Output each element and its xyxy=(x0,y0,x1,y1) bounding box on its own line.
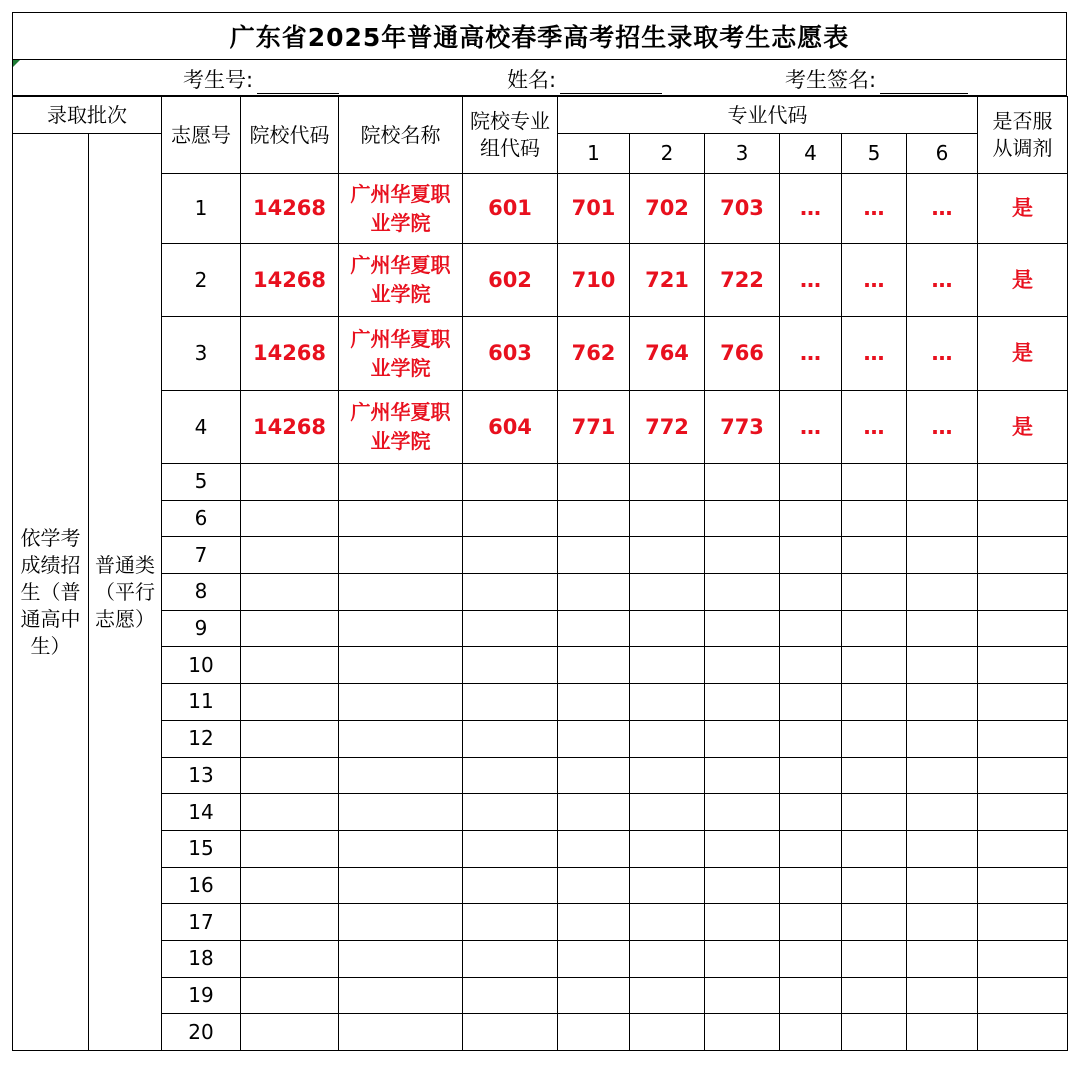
major-code-cell-6[interactable]: … xyxy=(907,244,978,317)
major-code-cell-5[interactable] xyxy=(842,830,907,867)
major-code-cell-5[interactable] xyxy=(842,940,907,977)
info-row xyxy=(12,60,1067,96)
category-cell xyxy=(13,134,89,1051)
major-code-cell-5[interactable] xyxy=(842,574,907,611)
major-code-cell-3[interactable]: 773 xyxy=(705,391,780,464)
major-code-cell-2[interactable] xyxy=(630,830,705,867)
major-code-cell-4[interactable] xyxy=(780,537,842,574)
category-line: 生） xyxy=(30,633,71,658)
header-major-col-3: 3 xyxy=(705,134,780,174)
adjust-cell[interactable] xyxy=(978,574,1068,611)
wish-no-cell: 11 xyxy=(162,684,241,721)
school-name-cell[interactable] xyxy=(339,684,463,721)
group-code-cell[interactable] xyxy=(463,647,558,684)
school-code-cell[interactable] xyxy=(241,464,339,501)
major-code-cell-5[interactable] xyxy=(842,647,907,684)
major-code-cell-4[interactable] xyxy=(780,904,842,941)
name-field[interactable] xyxy=(507,64,662,94)
school-code-cell[interactable] xyxy=(241,537,339,574)
school-name-cell[interactable] xyxy=(339,830,463,867)
wish-no-cell: 7 xyxy=(162,537,241,574)
major-code-cell-2[interactable] xyxy=(630,464,705,501)
type-cell xyxy=(89,134,162,1051)
table-row xyxy=(13,317,1068,391)
school-name-line2: 业学院 xyxy=(370,429,431,453)
school-code-cell[interactable] xyxy=(241,830,339,867)
major-code-cell-5[interactable] xyxy=(842,794,907,831)
major-code-cell-2[interactable] xyxy=(630,610,705,647)
major-code-cell-5[interactable] xyxy=(842,500,907,537)
major-code-cell-2[interactable] xyxy=(630,867,705,904)
wish-no-cell: 12 xyxy=(162,720,241,757)
major-code-cell-2[interactable]: 721 xyxy=(630,244,705,317)
group-code-cell[interactable] xyxy=(463,1014,558,1051)
major-code-cell-2[interactable] xyxy=(630,684,705,721)
major-code-cell-2[interactable]: 764 xyxy=(630,317,705,391)
school-code-cell[interactable] xyxy=(241,867,339,904)
major-code-cell-3[interactable] xyxy=(705,684,780,721)
major-code-cell-2[interactable] xyxy=(630,940,705,977)
major-code-cell-1[interactable] xyxy=(558,1014,630,1051)
school-code-cell[interactable] xyxy=(241,757,339,794)
table-row xyxy=(13,500,1068,537)
school-code-cell[interactable] xyxy=(241,647,339,684)
table-row xyxy=(13,867,1068,904)
major-code-cell-2[interactable] xyxy=(630,500,705,537)
group-code-cell[interactable] xyxy=(463,904,558,941)
school-name-cell[interactable] xyxy=(339,500,463,537)
major-code-cell-1[interactable] xyxy=(558,830,630,867)
wish-no-cell: 5 xyxy=(162,464,241,501)
adjust-cell[interactable] xyxy=(978,940,1068,977)
major-code-cell-3[interactable] xyxy=(705,1014,780,1051)
major-code-cell-6[interactable] xyxy=(907,647,978,684)
major-code-cell-5[interactable] xyxy=(842,537,907,574)
major-code-cell-6[interactable]: … xyxy=(907,391,978,464)
group-code-cell[interactable]: 603 xyxy=(463,317,558,391)
major-code-cell-3[interactable] xyxy=(705,940,780,977)
major-code-cell-6[interactable] xyxy=(907,830,978,867)
adjust-cell[interactable] xyxy=(978,830,1068,867)
school-code-cell[interactable]: 14268 xyxy=(241,391,339,464)
header-major-col-4: 4 xyxy=(780,134,842,174)
cell-corner-mark xyxy=(13,60,20,67)
major-code-cell-5[interactable] xyxy=(842,610,907,647)
wish-no-cell: 18 xyxy=(162,940,241,977)
major-code-cell-1[interactable] xyxy=(558,684,630,721)
header-group-code-line2: 组代码 xyxy=(480,136,540,160)
header-adjust-line2: 从调剂 xyxy=(992,136,1053,160)
school-name-cell[interactable] xyxy=(339,977,463,1014)
major-code-cell-2[interactable] xyxy=(630,647,705,684)
major-code-cell-1[interactable] xyxy=(558,647,630,684)
adjust-cell[interactable] xyxy=(978,500,1068,537)
group-code-cell[interactable] xyxy=(463,720,558,757)
group-code-cell[interactable] xyxy=(463,500,558,537)
major-code-cell-2[interactable] xyxy=(630,904,705,941)
major-code-cell-5[interactable]: … xyxy=(842,317,907,391)
major-code-cell-1[interactable] xyxy=(558,940,630,977)
major-code-cell-4[interactable] xyxy=(780,757,842,794)
school-name-cell[interactable] xyxy=(339,464,463,501)
major-code-cell-6[interactable]: … xyxy=(907,317,978,391)
major-code-cell-2[interactable] xyxy=(630,720,705,757)
header-major-col-2: 2 xyxy=(630,134,705,174)
major-code-cell-3[interactable] xyxy=(705,464,780,501)
major-code-cell-6[interactable] xyxy=(907,794,978,831)
group-code-cell[interactable]: 602 xyxy=(463,244,558,317)
group-code-cell[interactable] xyxy=(463,830,558,867)
table-row xyxy=(13,464,1068,501)
major-code-cell-6[interactable] xyxy=(907,684,978,721)
school-name-line1: 广州华夏职 xyxy=(350,400,451,424)
major-code-cell-1[interactable]: 762 xyxy=(558,317,630,391)
school-name-cell[interactable] xyxy=(339,317,463,391)
adjust-cell[interactable] xyxy=(978,1014,1068,1051)
wish-no-cell: 8 xyxy=(162,574,241,611)
school-code-cell[interactable] xyxy=(241,610,339,647)
major-code-cell-3[interactable] xyxy=(705,904,780,941)
group-code-cell[interactable] xyxy=(463,574,558,611)
category-line: 成绩招 xyxy=(20,552,81,577)
table-row xyxy=(13,940,1068,977)
major-code-cell-3[interactable] xyxy=(705,647,780,684)
header-adjust-line1: 是否服 xyxy=(992,109,1053,133)
school-name-cell[interactable] xyxy=(339,537,463,574)
school-name-cell[interactable] xyxy=(339,174,463,244)
school-code-cell[interactable]: 14268 xyxy=(241,317,339,391)
table-row xyxy=(13,537,1068,574)
group-code-cell[interactable] xyxy=(463,464,558,501)
header-school-name: 院校名称 xyxy=(339,97,463,174)
adjust-cell[interactable] xyxy=(978,647,1068,684)
major-code-cell-2[interactable]: 702 xyxy=(630,174,705,244)
major-code-cell-6[interactable] xyxy=(907,610,978,647)
table-row xyxy=(13,977,1068,1014)
group-code-cell[interactable]: 601 xyxy=(463,174,558,244)
major-code-cell-4[interactable]: … xyxy=(780,317,842,391)
form-title: 广东省2025年普通高校春季高考招生录取考生志愿表 xyxy=(12,12,1067,60)
header-row-1 xyxy=(13,97,1068,134)
adjust-cell[interactable]: 是 xyxy=(978,317,1068,391)
wish-no-cell: 1 xyxy=(162,174,241,244)
school-name-line2: 业学院 xyxy=(370,355,431,380)
major-code-cell-2[interactable]: 772 xyxy=(630,391,705,464)
major-code-cell-3[interactable] xyxy=(705,794,780,831)
major-code-cell-3[interactable] xyxy=(705,830,780,867)
header-major-code: 专业代码 xyxy=(558,97,978,134)
school-name-line2: 业学院 xyxy=(370,282,431,306)
wish-no-cell: 9 xyxy=(162,610,241,647)
table-row xyxy=(13,720,1068,757)
school-name-cell[interactable] xyxy=(339,1014,463,1051)
major-code-cell-1[interactable] xyxy=(558,867,630,904)
major-code-cell-6[interactable] xyxy=(907,867,978,904)
table-row xyxy=(13,684,1068,721)
major-code-cell-2[interactable] xyxy=(630,757,705,794)
name-line[interactable] xyxy=(560,69,662,94)
school-name-cell[interactable] xyxy=(339,757,463,794)
adjust-cell[interactable] xyxy=(978,720,1068,757)
adjust-cell[interactable] xyxy=(978,464,1068,501)
major-code-cell-2[interactable] xyxy=(630,794,705,831)
major-code-cell-4[interactable] xyxy=(780,1014,842,1051)
major-code-cell-4[interactable] xyxy=(780,940,842,977)
header-adjust xyxy=(978,97,1068,174)
table-row xyxy=(13,610,1068,647)
major-code-cell-3[interactable] xyxy=(705,574,780,611)
major-code-cell-5[interactable] xyxy=(842,757,907,794)
wish-no-cell: 15 xyxy=(162,830,241,867)
group-code-cell[interactable] xyxy=(463,940,558,977)
major-code-cell-1[interactable] xyxy=(558,794,630,831)
table-row xyxy=(13,244,1068,317)
major-code-cell-4[interactable] xyxy=(780,684,842,721)
group-code-cell[interactable]: 604 xyxy=(463,391,558,464)
adjust-cell[interactable] xyxy=(978,977,1068,1014)
major-code-cell-3[interactable]: 703 xyxy=(705,174,780,244)
major-code-cell-4[interactable] xyxy=(780,647,842,684)
major-code-cell-1[interactable] xyxy=(558,757,630,794)
table-row xyxy=(13,830,1068,867)
wish-no-cell: 16 xyxy=(162,867,241,904)
major-code-cell-6[interactable]: … xyxy=(907,174,978,244)
major-code-cell-5[interactable] xyxy=(842,867,907,904)
major-code-cell-5[interactable] xyxy=(842,684,907,721)
wish-no-cell: 6 xyxy=(162,500,241,537)
category-line: 通高中 xyxy=(20,606,81,631)
major-code-cell-3[interactable] xyxy=(705,610,780,647)
school-code-cell[interactable] xyxy=(241,904,339,941)
major-code-cell-5[interactable]: … xyxy=(842,391,907,464)
adjust-cell[interactable]: 是 xyxy=(978,391,1068,464)
adjust-cell[interactable] xyxy=(978,904,1068,941)
major-code-cell-3[interactable] xyxy=(705,757,780,794)
major-code-cell-3[interactable] xyxy=(705,977,780,1014)
school-name-cell[interactable] xyxy=(339,574,463,611)
school-name-cell[interactable] xyxy=(339,867,463,904)
major-code-cell-5[interactable] xyxy=(842,464,907,501)
school-name-line1: 广州华夏职 xyxy=(350,181,451,206)
group-code-cell[interactable] xyxy=(463,610,558,647)
major-code-cell-4[interactable] xyxy=(780,464,842,501)
major-code-cell-4[interactable] xyxy=(780,720,842,757)
table-row xyxy=(13,757,1068,794)
header-major-col-5: 5 xyxy=(842,134,907,174)
name-label: 姓名: xyxy=(507,68,557,92)
school-code-cell[interactable]: 14268 xyxy=(241,244,339,317)
header-major-col-1: 1 xyxy=(558,134,630,174)
table-row xyxy=(13,391,1068,464)
group-code-cell[interactable] xyxy=(463,537,558,574)
major-code-cell-5[interactable]: … xyxy=(842,174,907,244)
adjust-cell[interactable] xyxy=(978,684,1068,721)
table-row xyxy=(13,647,1068,684)
major-code-cell-4[interactable] xyxy=(780,977,842,1014)
type-line: 普通类 xyxy=(95,552,155,577)
table-row xyxy=(13,174,1068,244)
major-code-cell-3[interactable]: 722 xyxy=(705,244,780,317)
major-code-cell-5[interactable] xyxy=(842,977,907,1014)
adjust-cell[interactable] xyxy=(978,867,1068,904)
school-name-cell[interactable] xyxy=(339,391,463,464)
major-code-cell-2[interactable] xyxy=(630,977,705,1014)
school-code-cell[interactable] xyxy=(241,940,339,977)
school-name-line2: 业学院 xyxy=(370,210,431,235)
major-code-cell-2[interactable] xyxy=(630,1014,705,1051)
header-group-code-line1: 院校专业 xyxy=(470,109,550,133)
major-code-cell-1[interactable]: 771 xyxy=(558,391,630,464)
major-code-cell-1[interactable]: 710 xyxy=(558,244,630,317)
major-code-cell-1[interactable] xyxy=(558,720,630,757)
signature-label: 考生签名: xyxy=(785,68,877,92)
signature-field[interactable] xyxy=(785,64,968,94)
exam-no-line[interactable] xyxy=(257,69,339,94)
school-code-cell[interactable] xyxy=(241,720,339,757)
wish-no-cell: 17 xyxy=(162,904,241,941)
wish-table xyxy=(12,96,1068,1051)
table-row xyxy=(13,574,1068,611)
header-batch: 录取批次 xyxy=(13,97,162,134)
wish-no-cell: 10 xyxy=(162,647,241,684)
major-code-cell-3[interactable] xyxy=(705,720,780,757)
major-code-cell-5[interactable]: … xyxy=(842,244,907,317)
adjust-cell[interactable] xyxy=(978,537,1068,574)
major-code-cell-3[interactable] xyxy=(705,867,780,904)
major-code-cell-6[interactable] xyxy=(907,940,978,977)
wish-no-cell: 13 xyxy=(162,757,241,794)
major-code-cell-4[interactable] xyxy=(780,867,842,904)
table-row xyxy=(13,794,1068,831)
school-name-line1: 广州华夏职 xyxy=(350,326,451,351)
major-code-cell-4[interactable] xyxy=(780,830,842,867)
major-code-cell-4[interactable] xyxy=(780,500,842,537)
school-code-cell[interactable] xyxy=(241,684,339,721)
adjust-cell[interactable] xyxy=(978,610,1068,647)
header-school-code: 院校代码 xyxy=(241,97,339,174)
application-form xyxy=(12,12,1067,1051)
school-code-cell[interactable] xyxy=(241,977,339,1014)
wish-no-cell: 20 xyxy=(162,1014,241,1051)
exam-no-field[interactable] xyxy=(183,64,339,94)
major-code-cell-1[interactable]: 701 xyxy=(558,174,630,244)
school-code-cell[interactable] xyxy=(241,500,339,537)
major-code-cell-2[interactable] xyxy=(630,574,705,611)
school-name-cell[interactable] xyxy=(339,647,463,684)
major-code-cell-4[interactable] xyxy=(780,610,842,647)
table-row xyxy=(13,1014,1068,1051)
school-name-cell[interactable] xyxy=(339,610,463,647)
major-code-cell-4[interactable]: … xyxy=(780,391,842,464)
group-code-cell[interactable] xyxy=(463,684,558,721)
adjust-cell[interactable] xyxy=(978,794,1068,831)
major-code-cell-5[interactable] xyxy=(842,1014,907,1051)
group-code-cell[interactable] xyxy=(463,757,558,794)
major-code-cell-4[interactable] xyxy=(780,574,842,611)
major-code-cell-3[interactable]: 766 xyxy=(705,317,780,391)
major-code-cell-1[interactable] xyxy=(558,537,630,574)
school-name-cell[interactable] xyxy=(339,940,463,977)
adjust-cell[interactable] xyxy=(978,757,1068,794)
school-code-cell[interactable] xyxy=(241,574,339,611)
school-code-cell[interactable] xyxy=(241,1014,339,1051)
school-name-line1: 广州华夏职 xyxy=(350,253,451,277)
major-code-cell-5[interactable] xyxy=(842,720,907,757)
school-name-cell[interactable] xyxy=(339,904,463,941)
school-name-cell[interactable] xyxy=(339,794,463,831)
type-line: （平行 xyxy=(95,579,155,604)
major-code-cell-6[interactable] xyxy=(907,500,978,537)
major-code-cell-1[interactable] xyxy=(558,904,630,941)
group-code-cell[interactable] xyxy=(463,794,558,831)
wish-no-cell: 19 xyxy=(162,977,241,1014)
header-group-code xyxy=(463,97,558,174)
major-code-cell-2[interactable] xyxy=(630,537,705,574)
adjust-cell[interactable]: 是 xyxy=(978,174,1068,244)
category-line: 依学考 xyxy=(20,525,81,550)
major-code-cell-1[interactable] xyxy=(558,574,630,611)
adjust-cell[interactable]: 是 xyxy=(978,244,1068,317)
major-code-cell-6[interactable] xyxy=(907,757,978,794)
major-code-cell-5[interactable] xyxy=(842,904,907,941)
major-code-cell-6[interactable] xyxy=(907,720,978,757)
header-wish-no: 志愿号 xyxy=(162,97,241,174)
major-code-cell-6[interactable] xyxy=(907,977,978,1014)
major-code-cell-1[interactable] xyxy=(558,610,630,647)
table-row xyxy=(13,904,1068,941)
major-code-cell-1[interactable] xyxy=(558,464,630,501)
category-line: 生（普 xyxy=(20,579,81,604)
major-code-cell-4[interactable] xyxy=(780,794,842,831)
signature-line[interactable] xyxy=(880,69,968,94)
wish-no-cell: 14 xyxy=(162,794,241,831)
wish-no-cell: 2 xyxy=(162,244,241,317)
major-code-cell-4[interactable]: … xyxy=(780,244,842,317)
type-line: 志愿） xyxy=(95,606,155,631)
major-code-cell-6[interactable] xyxy=(907,537,978,574)
major-code-cell-3[interactable] xyxy=(705,500,780,537)
major-code-cell-3[interactable] xyxy=(705,537,780,574)
major-code-cell-6[interactable] xyxy=(907,574,978,611)
header-major-col-6: 6 xyxy=(907,134,978,174)
major-code-cell-6[interactable] xyxy=(907,1014,978,1051)
major-code-cell-6[interactable] xyxy=(907,904,978,941)
wish-no-cell: 3 xyxy=(162,317,241,391)
major-code-cell-1[interactable] xyxy=(558,977,630,1014)
school-name-cell[interactable] xyxy=(339,720,463,757)
exam-no-label: 考生号: xyxy=(183,68,254,92)
school-name-cell[interactable] xyxy=(339,244,463,317)
group-code-cell[interactable] xyxy=(463,977,558,1014)
wish-no-cell: 4 xyxy=(162,391,241,464)
group-code-cell[interactable] xyxy=(463,867,558,904)
school-code-cell[interactable] xyxy=(241,794,339,831)
major-code-cell-4[interactable]: … xyxy=(780,174,842,244)
school-code-cell[interactable]: 14268 xyxy=(241,174,339,244)
major-code-cell-1[interactable] xyxy=(558,500,630,537)
major-code-cell-6[interactable] xyxy=(907,464,978,501)
